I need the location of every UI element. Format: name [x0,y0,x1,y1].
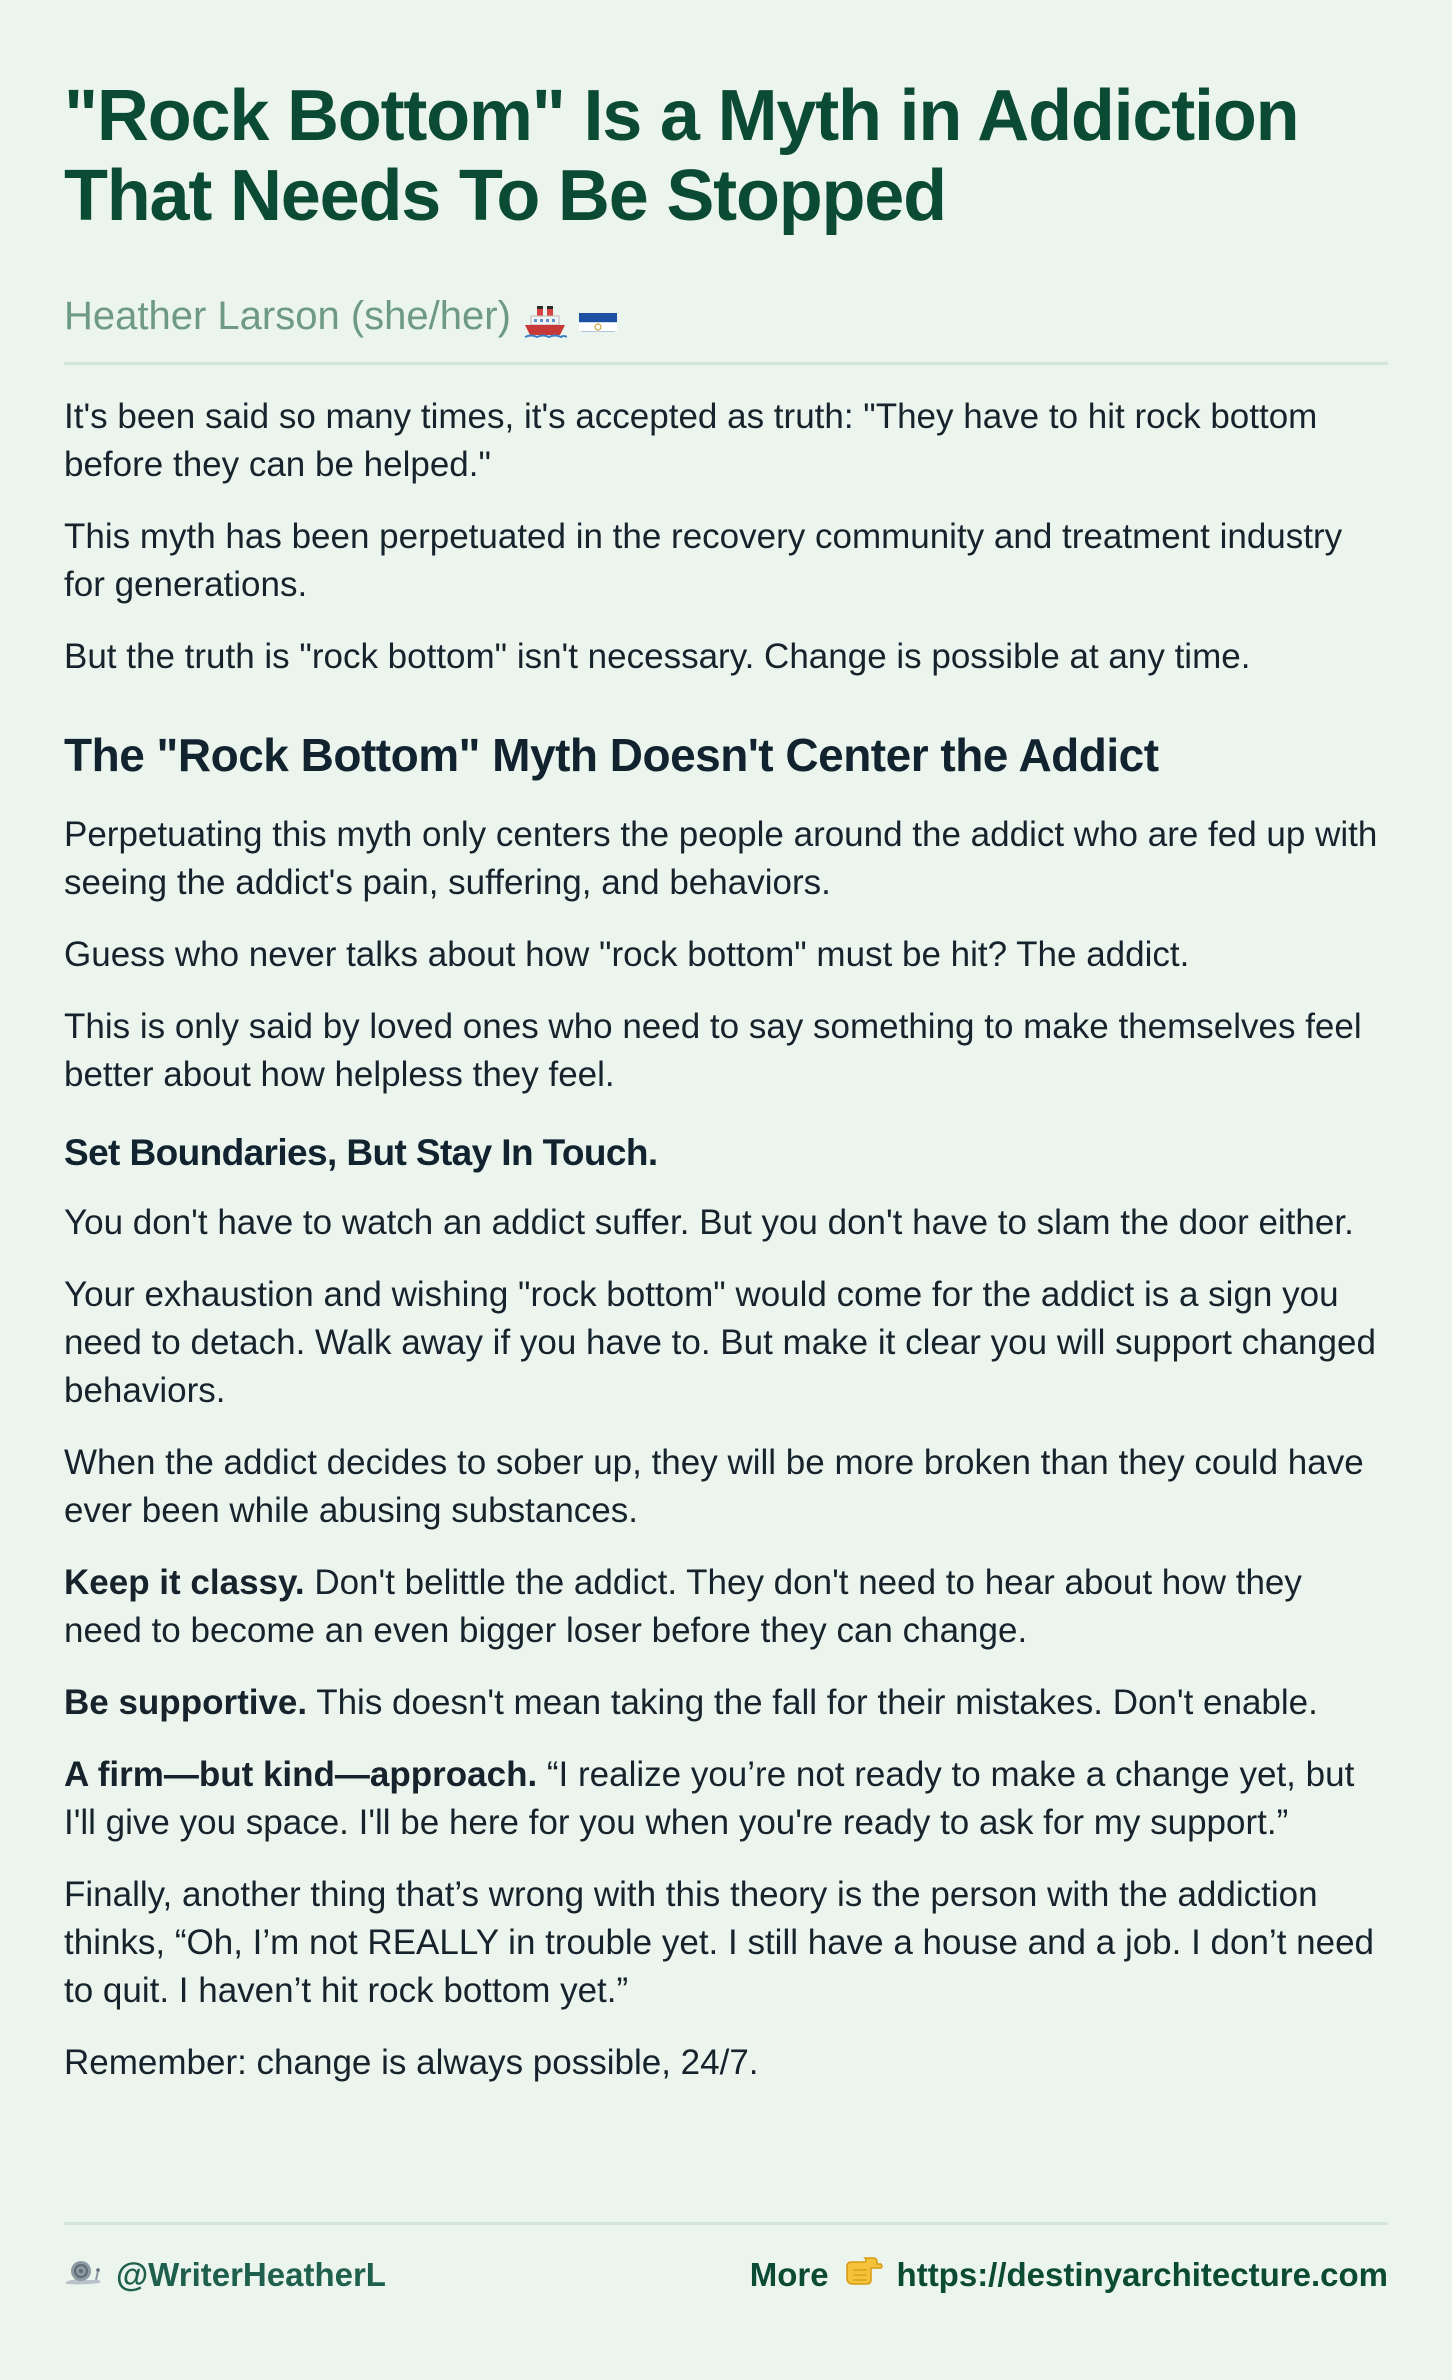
section2-paragraph-2: Your exhaustion and wishing "rock bottom" would come for the addict is a sign you need to detach. Walk away if you have to. But make it clear you will support changed behaviors. [64,1275,1376,1410]
section1-paragraph-3: This is only said by loved ones who need to say something to make themselves feel better about how helpless they feel. [64,1007,1362,1094]
el-salvador-flag-icon [579,304,617,332]
social-handle-link[interactable]: @WriterHeatherL [116,2256,386,2293]
author-name: Heather Larson (she/her) [64,294,511,338]
title-line-1: "Rock Bottom" Is a Myth in Addiction [64,76,1299,156]
closing-paragraph-1: Finally, another thing that’s wrong with this theory is the person with the addiction thinks, “Oh, I’m not REALLY in trouble yet. I still have a house and a job. I don’t need to quit. I haven’t hit rock bottom yet.” [64,1875,1375,2010]
footer-handle-group[interactable] [64,2253,386,2297]
section2-paragraph-3: When the addict decides to sober up, they will be more broken than they could have ever been while abusing substances. [64,1443,1364,1530]
closing-paragraph-2: Remember: change is always possible, 24/7. [64,2043,759,2082]
tip-firm-kind [64,1751,1388,1847]
website-link[interactable]: https://destinyarchitecture.com [896,2256,1388,2293]
tip-keep-classy [64,1559,1388,1655]
title-line-2: That Needs To Be Stopped [64,156,946,236]
article-title [64,76,1388,236]
tip-text: Don't belittle the addict. They don't need to hear about how they need to become an even bigger loser before they can change. [64,1563,1302,1650]
snail-icon [64,2253,102,2297]
subheading-boundaries: Set Boundaries, But Stay In Touch. [64,1132,658,1173]
tip-lead: Keep it classy. [64,1563,305,1602]
intro-paragraph-2: This myth has been perpetuated in the recovery community and treatment industry for generations. [64,517,1343,604]
more-label: More [749,2256,829,2293]
article-body [64,393,1388,2087]
pointing-hand-icon [843,2253,883,2297]
ship-icon [523,301,567,335]
tip-lead: Be supportive. [64,1683,308,1722]
intro-paragraph-3: But the truth is "rock bottom" isn't necessary. Change is possible at any time. [64,637,1251,676]
section2-paragraph-1: You don't have to watch an addict suffer. But you don't have to slam the door either. [64,1203,1354,1242]
tip-lead: A firm—but kind—approach. [64,1755,538,1794]
tip-text: This doesn't mean taking the fall for their mistakes. Don't enable. [307,1683,1318,1722]
section1-paragraph-2: Guess who never talks about how "rock bottom" must be hit? The addict. [64,935,1190,974]
footer [64,2222,1388,2297]
section-heading-myth: The "Rock Bottom" Myth Doesn't Center the Addict [64,729,1159,781]
footer-divider [64,2222,1388,2225]
footer-row [64,2253,1388,2297]
tip-be-supportive [64,1679,1388,1727]
footer-more-group[interactable] [750,2253,1388,2297]
section1-paragraph-1: Perpetuating this myth only centers the people around the addict who are fed up with seeing the addict's pain, suffering, and behaviors. [64,815,1378,902]
intro-paragraph-1: It's been said so many times, it's accepted as truth: "They have to hit rock bottom before they can be helped." [64,397,1318,484]
author-line [64,292,1388,340]
tip-text: “I realize you’re not ready to make a change yet, but I'll give you space. I'll be here for you when you're ready to ask for my support.” [64,1755,1355,1842]
header-divider [64,362,1388,365]
